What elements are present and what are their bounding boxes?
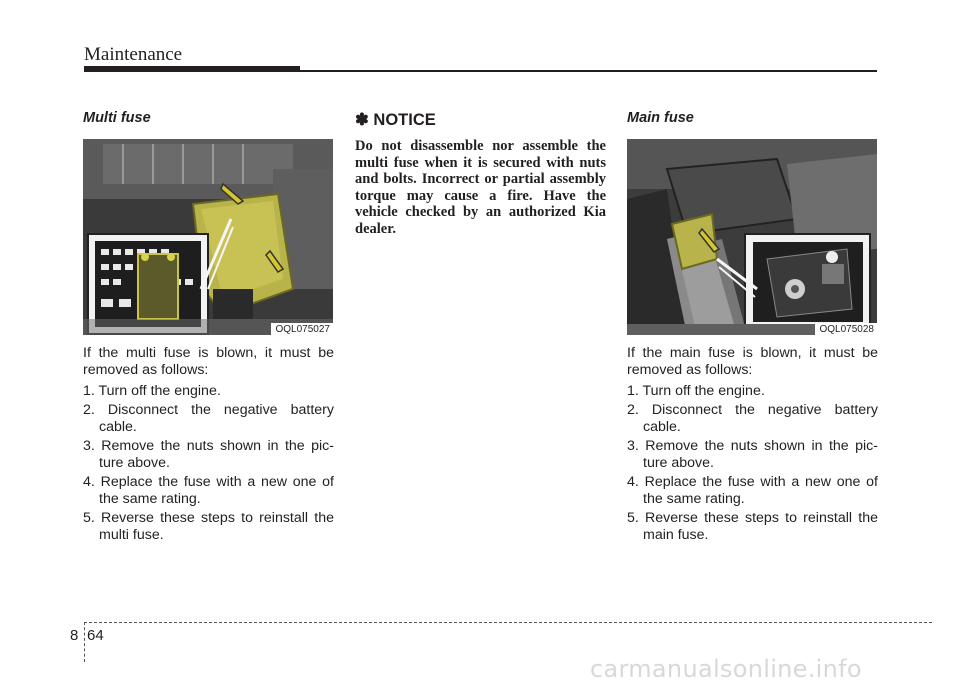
list-item: 5. Reverse these steps to reinstall the main fuse. bbox=[627, 510, 878, 543]
notice-title: ✽ NOTICE bbox=[355, 111, 436, 129]
list-item: 3. Remove the nuts shown in the pic- ture above. bbox=[627, 438, 878, 471]
list-item: 4. Replace the fuse with a new one of the same rating. bbox=[83, 474, 334, 507]
multi-fuse-steps bbox=[83, 383, 334, 544]
watermark-text: carmanualsonline.info bbox=[590, 655, 862, 683]
engine-bay-main-fuse-illustration bbox=[627, 139, 877, 335]
list-item: 2. Disconnect the negative battery cable. bbox=[627, 402, 878, 435]
main-fuse-intro: If the main fuse is blown, it must be removed as follows: bbox=[627, 345, 878, 378]
notice-section bbox=[355, 110, 606, 237]
list-item: 1. Turn off the engine. bbox=[83, 383, 221, 399]
list-item: 4. Replace the fuse with a new one of the same rating. bbox=[627, 474, 878, 507]
multi-fuse-photo bbox=[83, 139, 333, 335]
multi-fuse-intro: If the multi fuse is blown, it must be removed as follows: bbox=[83, 345, 334, 378]
multi-fuse-title: Multi fuse bbox=[83, 110, 151, 126]
main-fuse-section bbox=[627, 110, 878, 546]
multi-fuse-section bbox=[83, 110, 334, 546]
footer-rule bbox=[84, 622, 932, 623]
engine-bay-illustration bbox=[83, 139, 333, 335]
main-fuse-figure-code: OQL075028 bbox=[815, 323, 878, 335]
page-number: 64 bbox=[87, 627, 104, 644]
page-header-title: Maintenance bbox=[84, 44, 183, 65]
multi-fuse-figure-code: OQL075027 bbox=[271, 323, 334, 335]
header-rule-thin bbox=[300, 70, 877, 72]
footer-divider bbox=[84, 622, 85, 662]
main-fuse-title: Main fuse bbox=[627, 110, 694, 126]
main-fuse-steps bbox=[627, 383, 878, 544]
notice-text: Do not disassemble nor assemble the multi fuse when it is secured with nuts and bolts. Incorrect or partial assembly torque may cause a fire. Have the vehicle checked by an authorized Kia dealer. bbox=[355, 138, 606, 237]
list-item: 1. Turn off the engine. bbox=[627, 383, 765, 399]
list-item: 5. Reverse these steps to reinstall the multi fuse. bbox=[83, 510, 334, 543]
chapter-number: 8 bbox=[70, 627, 79, 644]
list-item: 3. Remove the nuts shown in the pic- ture above. bbox=[83, 438, 334, 471]
main-fuse-photo bbox=[627, 139, 877, 335]
list-item: 2. Disconnect the negative battery cable. bbox=[83, 402, 334, 435]
header-rule-thick bbox=[84, 66, 300, 72]
